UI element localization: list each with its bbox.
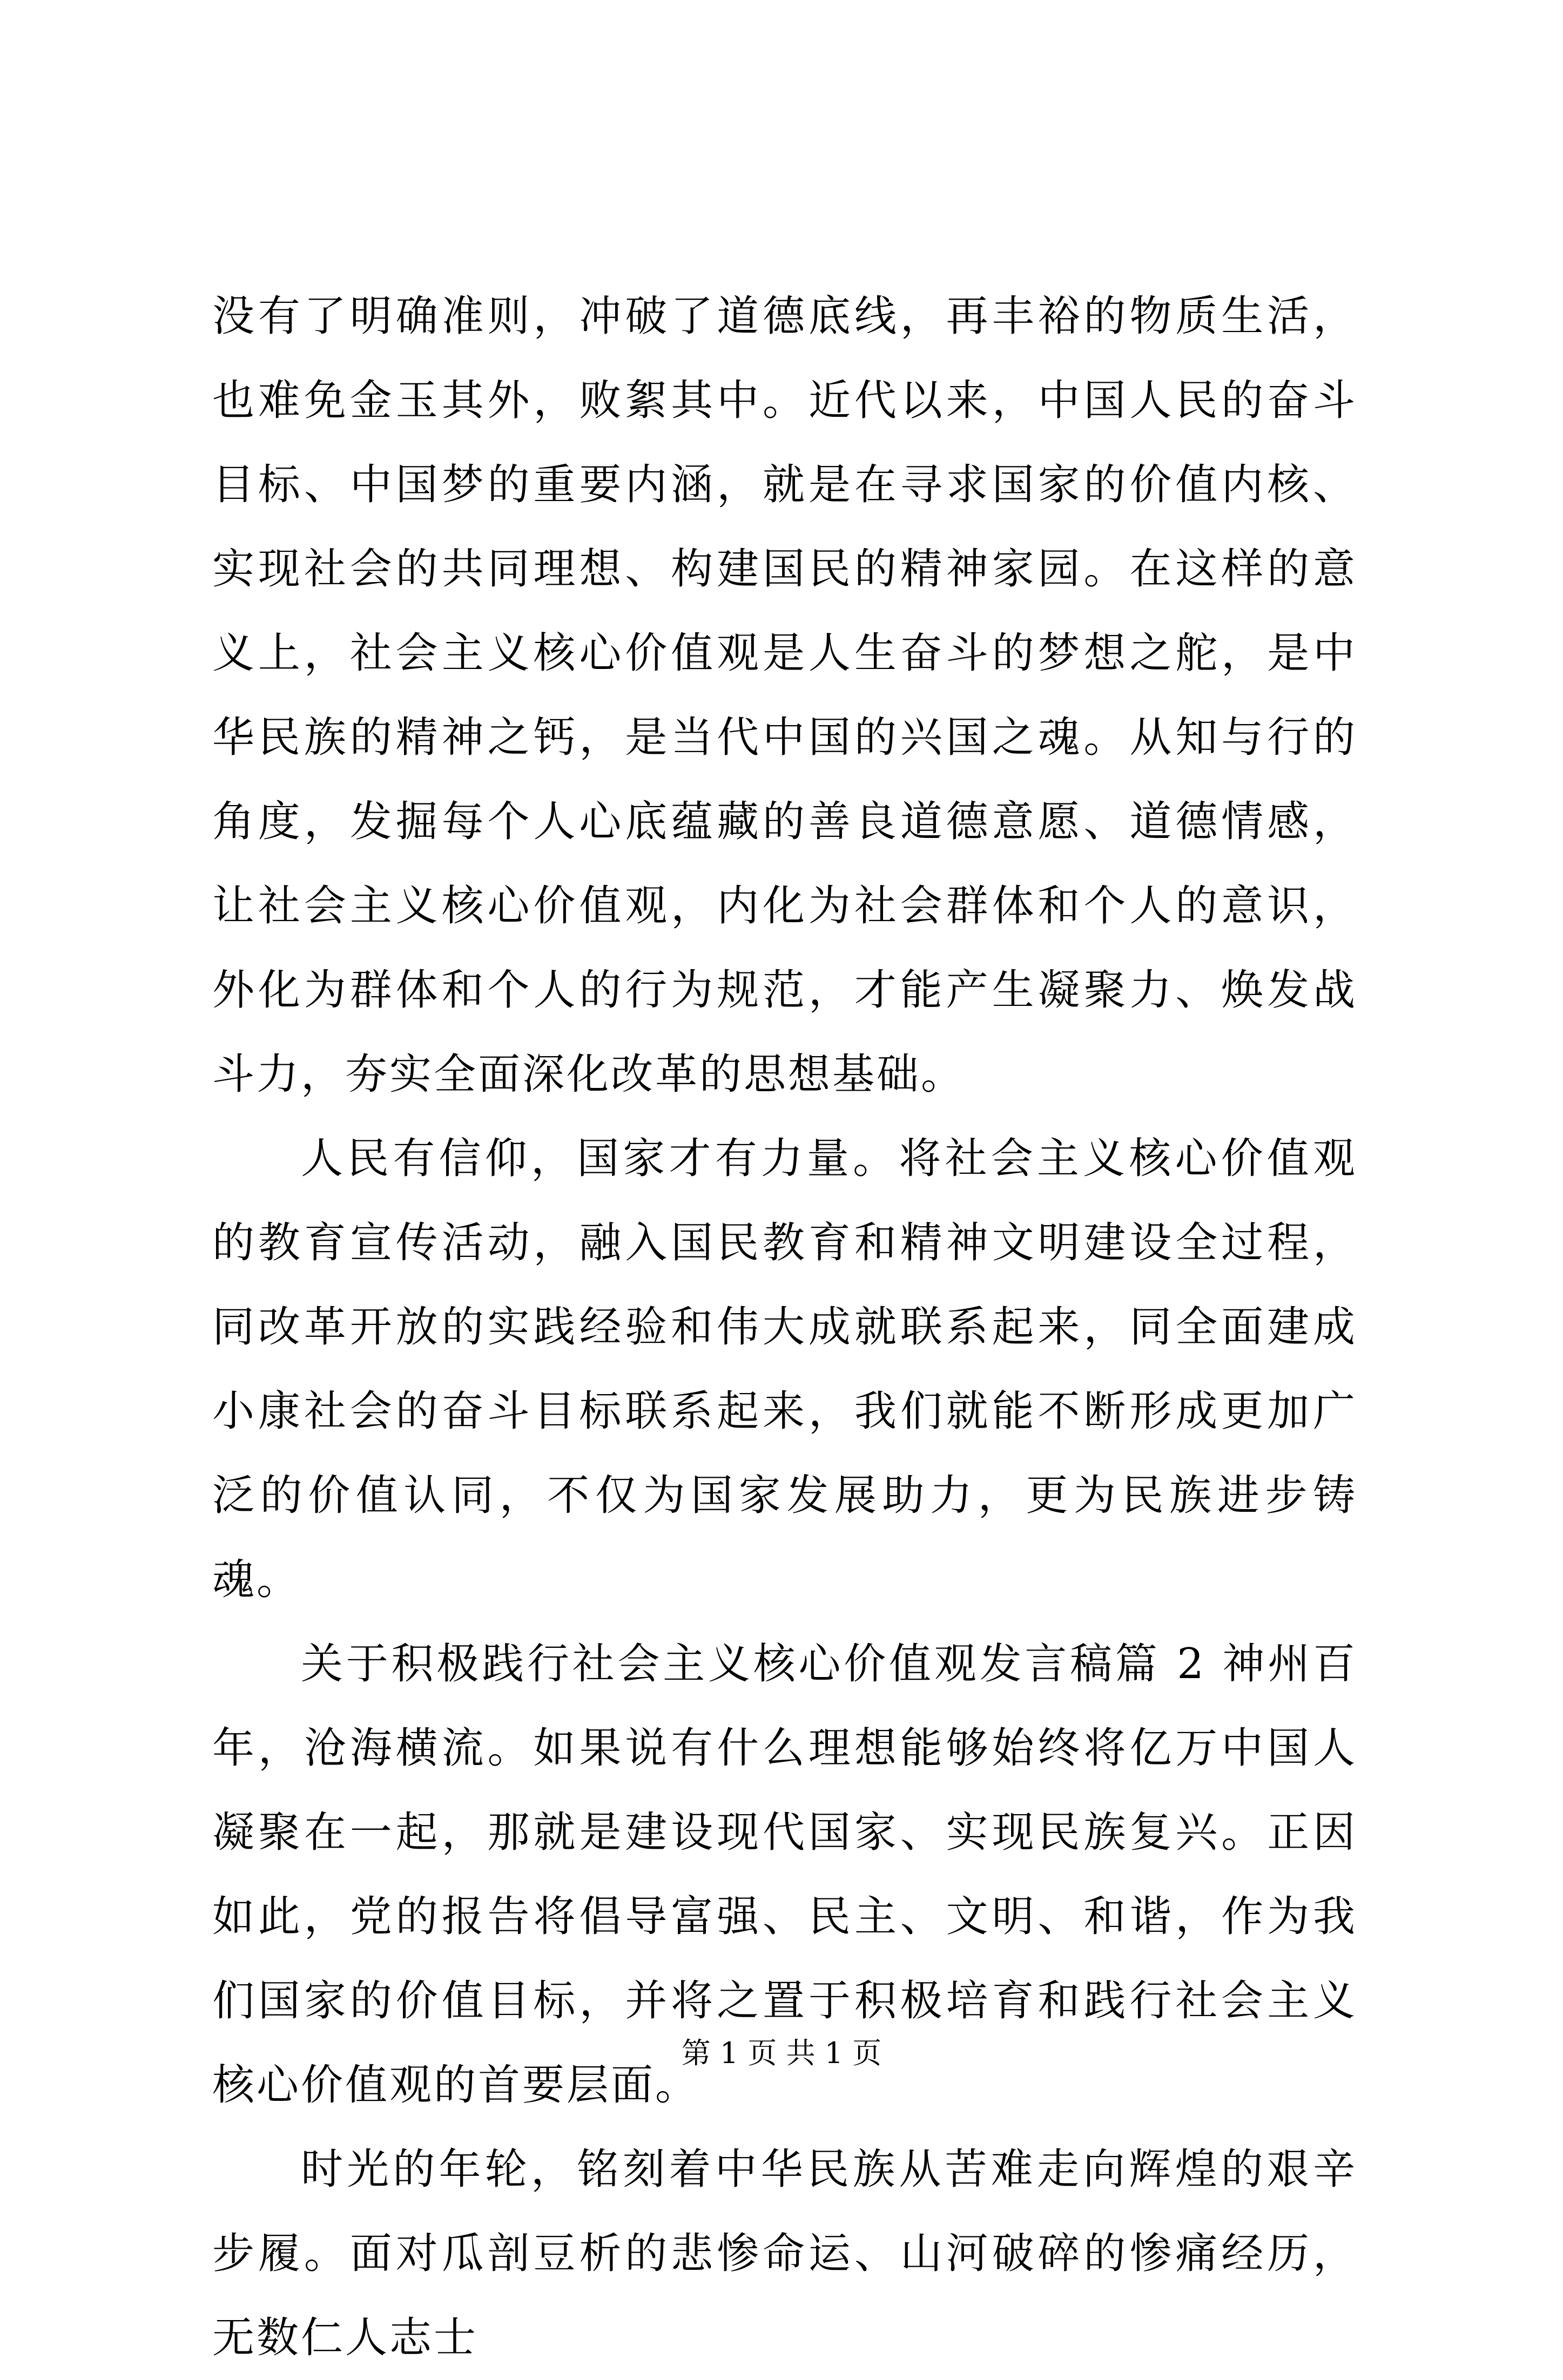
page-number-footer: 第 1 页 共 1 页 <box>681 2036 882 2070</box>
paragraph-1: 没有了明确准则，冲破了道德底线，再丰裕的物质生活，也难免金玉其外，败絮其中。近代以来，中国人民的奋斗目标、中国梦的重要内涵，就是在寻求国家的价值内核、实现社会的共同理想、构建国民的精神家园。在这样的意义上，社会主义核心价值观是人生奋斗的梦想之舵，是中华民族的精神之钙，是当代中国的兴国之魂。从知与行的角度，发掘每个人心底蕴藏的善良道德意愿、道德情感，让社会主义核心价值观，内化为社会群体和个人的意识，外化为群体和个人的行为规范，才能产生凝聚力、焕发战斗力，夯实全面深化改革的思想基础。 <box>212 292 1357 1099</box>
paragraph-3: 关于积极践行社会主义核心价值观发言稿篇 2 神州百年，沧海横流。如果说有什么理想能够始终将亿万中国人凝聚在一起，那就是建设现代国家、实现民族复兴。正因如此，党的报告将倡导富强、民主、文明、和谐，作为我们国家的价值目标，并将之置于积极培育和践行社会主义核心价值观的首要层面。 <box>212 1640 1357 2109</box>
paragraph-2: 人民有信仰，国家才有力量。将社会主义核心价值观的教育宣传活动，融入国民教育和精神文明建设全过程，同改革开放的实践经验和伟大成就联系起来，同全面建成小康社会的奋斗目标联系起来，我们就能不断形成更加广泛的价值认同，不仅为国家发展助力，更为民族进步铸魂。 <box>212 1134 1357 1604</box>
paragraph-4: 时光的年轮，铭刻着中华民族从苦难走向辉煌的艰辛步履。面对瓜剖豆析的悲惨命运、山河破碎的惨痛经历，无数仁人志士 <box>212 2145 1357 2362</box>
